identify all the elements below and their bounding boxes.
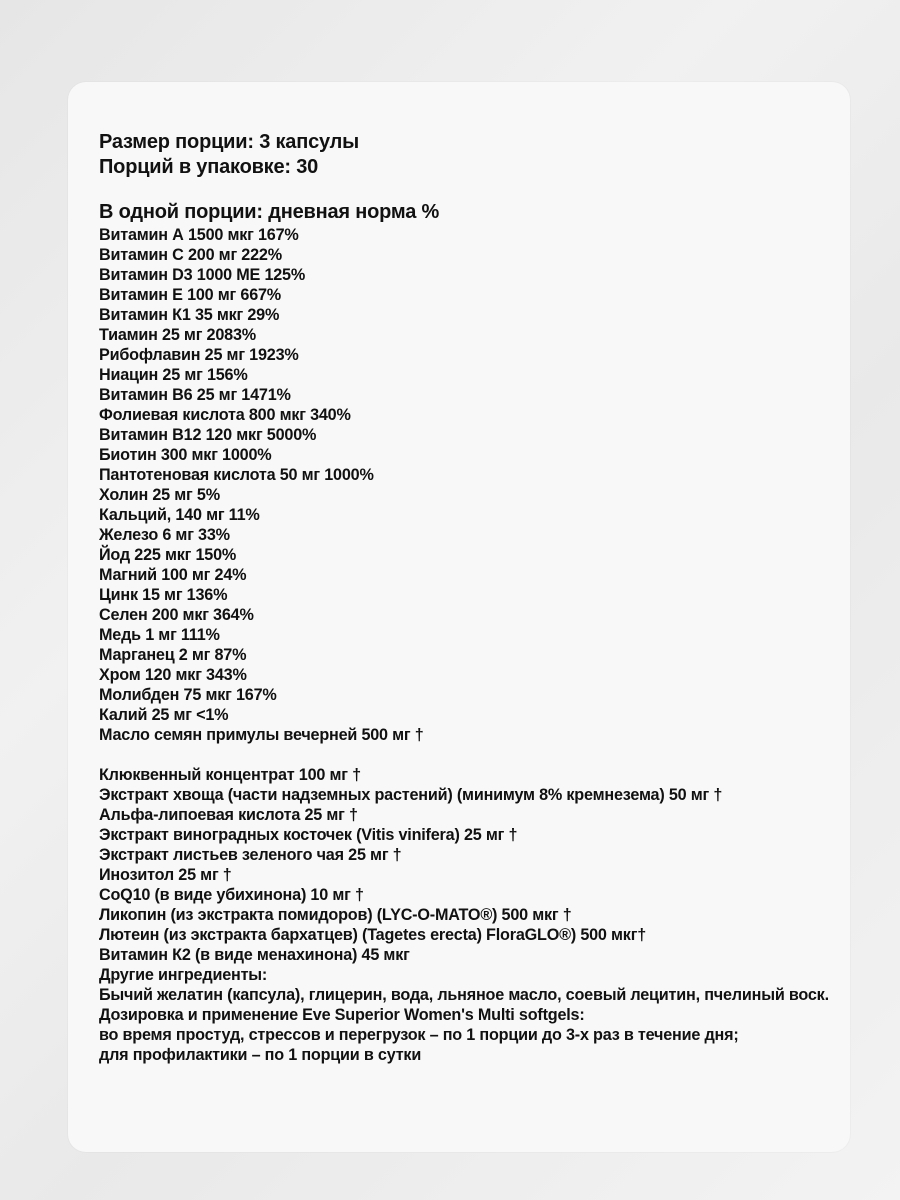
extract-item: Инозитол 25 мг † bbox=[99, 866, 232, 884]
nutrient-item: Магний 100 мг 24% bbox=[99, 566, 247, 584]
extract-item: CoQ10 (в виде убихинона) 10 мг † bbox=[99, 886, 364, 904]
nutrient-item: Кальций, 140 мг 11% bbox=[99, 506, 260, 524]
serving-size: Размер порции: 3 капсулы bbox=[99, 131, 360, 153]
nutrient-item: Йод 225 мкг 150% bbox=[99, 546, 237, 564]
nutrient-item: Тиамин 25 мг 2083% bbox=[99, 326, 256, 344]
nutrient-item: Хром 120 мкг 343% bbox=[99, 666, 247, 684]
nutrient-item: Марганец 2 мг 87% bbox=[99, 646, 247, 664]
nutrient-item: Витамин К1 35 мкг 29% bbox=[99, 306, 280, 324]
nutrient-item: Витамин А 1500 мкг 167% bbox=[99, 226, 299, 244]
nutrient-item: Масло семян примулы вечерней 500 мг † bbox=[99, 726, 424, 744]
nutrient-item: Витамин В6 25 мг 1471% bbox=[99, 386, 291, 404]
nutrient-item: Витамин С 200 мг 222% bbox=[99, 246, 282, 264]
nutrient-item: Рибофлавин 25 мг 1923% bbox=[99, 346, 299, 364]
nutrient-item: Цинк 15 мг 136% bbox=[99, 586, 228, 604]
nutrient-item: Ниацин 25 мг 156% bbox=[99, 366, 248, 384]
per-serving-title: В одной порции: дневная норма % bbox=[99, 201, 440, 223]
nutrient-item: Калий 25 мг <1% bbox=[99, 706, 229, 724]
nutrient-item: Молибден 75 мкг 167% bbox=[99, 686, 277, 704]
nutrient-item: Биотин 300 мкг 1000% bbox=[99, 446, 272, 464]
extract-item: Экстракт листьев зеленого чая 25 мг † bbox=[99, 846, 402, 864]
nutrient-item: Селен 200 мкг 364% bbox=[99, 606, 254, 624]
nutrient-item: Фолиевая кислота 800 мкг 340% bbox=[99, 406, 351, 424]
extract-item: Ликопин (из экстракта помидоров) (LYC-O-MATO®) 500 мкг † bbox=[99, 906, 572, 924]
info-card bbox=[68, 82, 850, 1152]
dosage-line: во время простуд, стрессов и перегрузок – по 1 порции до 3-х раз в течение дня; bbox=[99, 1026, 739, 1044]
extract-item: Альфа-липоевая кислота 25 мг † bbox=[99, 806, 358, 824]
nutrient-item: Холин 25 мг 5% bbox=[99, 486, 220, 504]
dosage-line: для профилактики – по 1 порции в сутки bbox=[99, 1046, 422, 1064]
nutrient-item: Пантотеновая кислота 50 мг 1000% bbox=[99, 466, 374, 484]
other-ingredients-title: Другие ингредиенты: bbox=[99, 966, 268, 984]
extract-list bbox=[99, 765, 842, 965]
nutrient-item: Витамин D3 1000 МЕ 125% bbox=[99, 266, 306, 284]
dosage-title: Дозировка и применение Eve Superior Women's Multi softgels: bbox=[99, 1006, 585, 1024]
nutrient-item: Медь 1 мг 111% bbox=[99, 626, 220, 644]
extract-item: Клюквенный концентрат 100 мг † bbox=[99, 766, 361, 784]
nutrient-item: Витамин В12 120 мкг 5000% bbox=[99, 426, 317, 444]
nutrient-item: Витамин Е 100 мг 667% bbox=[99, 286, 281, 304]
extract-item: Экстракт хвоща (части надземных растений) (минимум 8% кремнезема) 50 мг † bbox=[99, 786, 723, 804]
other-ingredients-text: Бычий желатин (капсула), глицерин, вода, льняное масло, соевый лецитин, пчелиный воск. bbox=[99, 986, 829, 1004]
servings-per-package: Порций в упаковке: 30 bbox=[99, 156, 319, 178]
extract-item: Витамин К2 (в виде менахинона) 45 мкг bbox=[99, 946, 410, 964]
nutrient-list bbox=[99, 225, 842, 745]
extract-item: Лютеин (из экстракта бархатцев) (Tagetes erecta) FloraGLO®) 500 мкг† bbox=[99, 926, 647, 944]
extract-item: Экстракт виноградных косточек (Vitis vinifera) 25 мг † bbox=[99, 826, 518, 844]
supplement-facts bbox=[99, 130, 842, 1065]
nutrient-item: Железо 6 мг 33% bbox=[99, 526, 230, 544]
